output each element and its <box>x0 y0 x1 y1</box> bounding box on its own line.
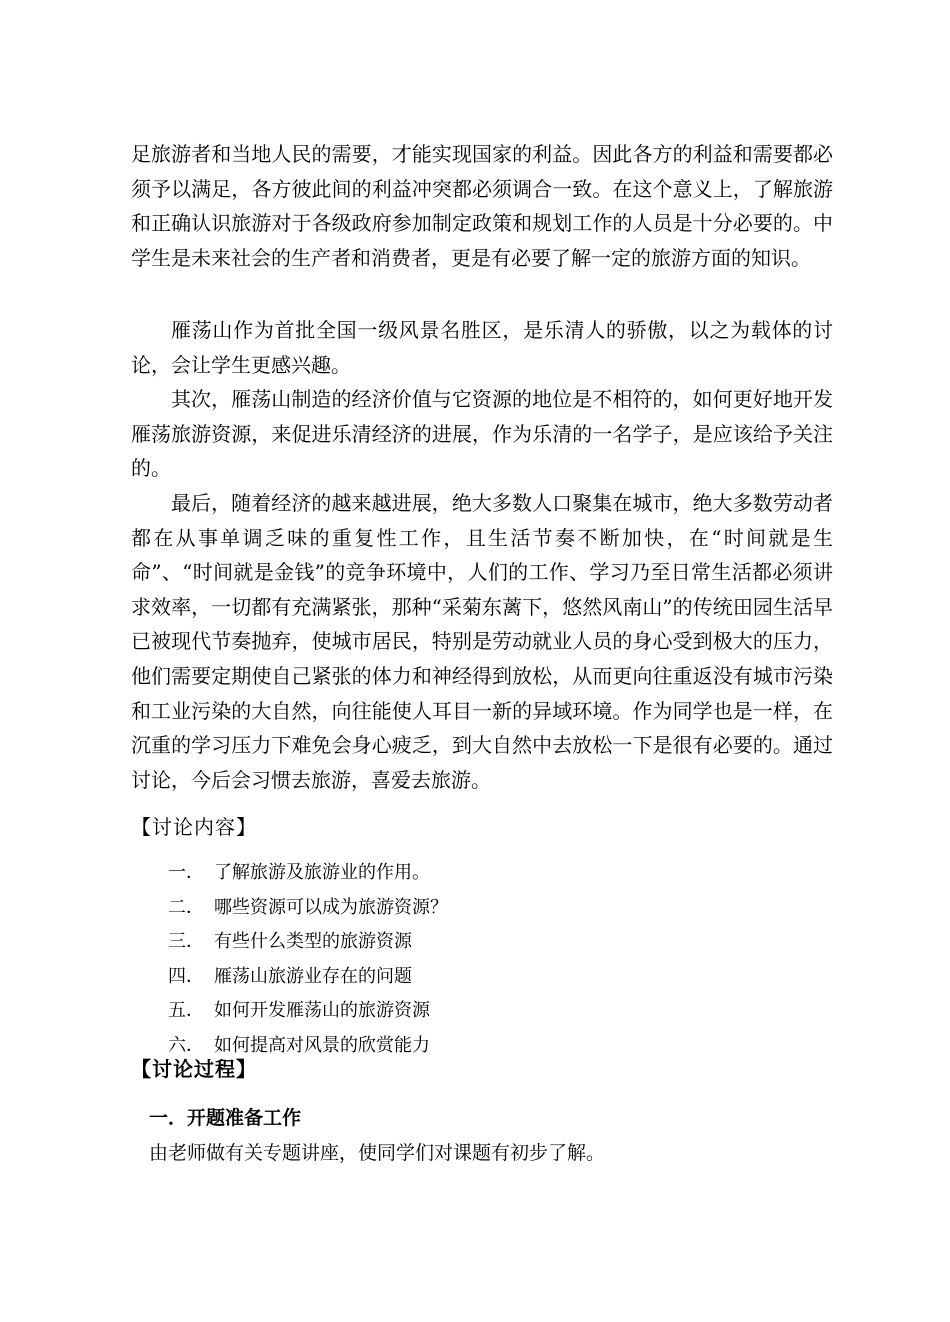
discussion-process-heading: 【讨论过程】 <box>131 1057 257 1081</box>
section-subheading: 一．开题准备工作 <box>149 1107 302 1129</box>
body-paragraph: 足旅游者和当地人民的需要，才能实现国家的利益。因此各方的利益和需要都必须予以满足，各方彼此间的利益冲突都必须调合一致。在这个意义上，了解旅游和正确认识旅游对于各级政府参加制定政策和规划工作的人员是十分必要的。中学生是未来社会的生产者和消费者，更是有必要了解一定的旅游方面的知识。 <box>131 142 833 270</box>
body-paragraph: 雁荡山作为首批全国一级风景名胜区，是乐清人的骄傲，以之为载体的讨论，会让学生更感兴趣。 <box>131 318 833 377</box>
list-item-text: 如何提高对风景的欣赏能力 <box>214 1034 430 1056</box>
list-item-text: 雁荡山旅游业存在的问题 <box>214 965 412 987</box>
list-item-number: 五． <box>168 1000 204 1022</box>
list-item-number: 三． <box>168 931 204 953</box>
list-item <box>168 962 448 997</box>
discussion-content-heading: 【讨论内容】 <box>131 815 257 839</box>
list-item-number: 二． <box>168 896 204 918</box>
list-item-text: 了解旅游及旅游业的作用。 <box>214 862 430 883</box>
discussion-topic-list <box>168 858 448 1066</box>
list-item-text: 如何开发雁荡山的旅游资源 <box>214 1000 430 1022</box>
body-paragraph: 由老师做有关专题讲座，使同学们对课题有初步了解。 <box>149 1142 606 1164</box>
body-paragraph: 最后，随着经济的越来越进展，绝大多数人口聚集在城市，绝大多数劳动者都在从事单调乏味的重复性工作，且生活节奏不断加快，在“时间就是生命”、“时间就是金钱”的竞争环境中，人们的工作、学习乃至日常生活都必须讲求效率，一切都有充满紧张，那种“采菊东蓠下，悠然风南山”的传统田园生活早已被现代节奏抛弃，使城市居民，特别是劳动就业人员的身心受到极大的压力，他们需要定期使自己紧张的体力和神经得到放松，从而更向往重返没有城市污染和工业污染的大自然，向往能使人耳目一新的异域环境。作为同学也是一样，在沉重的学习压力下难免会身心疲乏，到大自然中去放松一下是很有必要的。通过讨论，今后会习惯去旅游，喜爱去旅游。 <box>131 491 833 792</box>
list-item <box>168 858 448 893</box>
list-item-number: 六． <box>168 1034 204 1056</box>
list-item-number: 四． <box>168 965 204 987</box>
list-item <box>168 893 448 928</box>
list-item-text: 哪些资源可以成为旅游资源？ <box>214 896 448 918</box>
body-paragraph: 其次，雁荡山制造的经济价值与它资源的地位是不相符的，如何更好地开发雁荡旅游资源，来促进乐清经济的进展，作为乐清的一名学子，是应该给予关注的。 <box>131 387 833 481</box>
list-item-text: 有些什么类型的旅游资源 <box>214 931 412 953</box>
list-item-number: 一． <box>168 862 204 883</box>
list-item <box>168 927 448 962</box>
list-item <box>168 996 448 1031</box>
